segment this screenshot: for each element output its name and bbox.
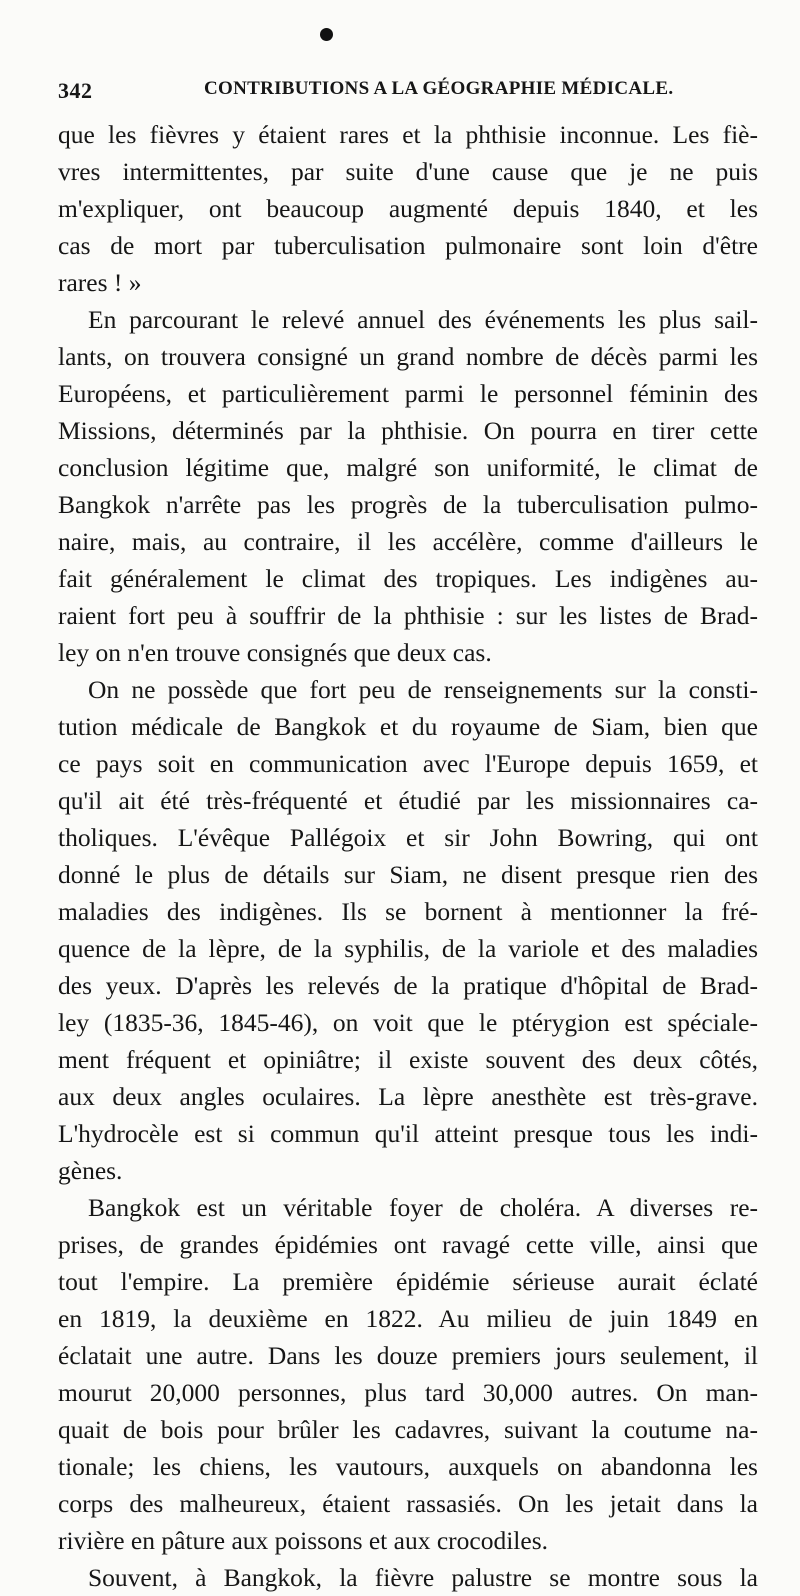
text-line: rares ! » (58, 268, 142, 297)
page-number: 342 (58, 78, 93, 103)
text-line: Européens, et particulièrement parmi le personnel féminin des (58, 379, 758, 408)
text-line: ley on n'en trouve consignés que deux cas. (58, 638, 492, 667)
text-line: ment fréquent et opiniâtre; il existe souvent des deux côtés, (58, 1045, 758, 1074)
text-line: que les fièvres y étaient rares et la phthisie inconnue. Les fiè- (58, 120, 758, 149)
text-line: fait généralement le climat des tropiques. Les indigènes au- (58, 564, 758, 593)
text-line: On ne possède que fort peu de renseignements sur la consti- (88, 675, 758, 704)
text-line: quence de la lèpre, de la syphilis, de la variole et des maladies (58, 934, 758, 963)
text-line: tout l'empire. La première épidémie sérieuse aurait éclaté (58, 1267, 758, 1296)
text-line: raient fort peu à souffrir de la phthisie : sur les listes de Brad- (58, 601, 758, 630)
text-line: quait de bois pour brûler les cadavres, suivant la coutume na- (58, 1415, 758, 1444)
text-line: tution médicale de Bangkok et du royaume de Siam, bien que (58, 712, 758, 741)
ink-dot (320, 28, 333, 41)
text-line: donné le plus de détails sur Siam, ne disent presque rien des (58, 860, 758, 889)
text-line: des yeux. D'après les relevés de la pratique d'hôpital de Brad- (58, 971, 758, 1000)
text-line: tionale; les chiens, les vautours, auxquels on abandonna les (58, 1452, 758, 1481)
text-line: gènes. (58, 1156, 123, 1185)
text-line: conclusion légitime que, malgré son uniformité, le climat de (58, 453, 758, 482)
text-line: éclatait une autre. Dans les douze premiers jours seulement, il (58, 1341, 758, 1370)
text-line: naire, mais, au contraire, il les accélère, comme d'ailleurs le (58, 527, 758, 556)
text-line: L'hydrocèle est si commun qu'il atteint presque tous les indi- (58, 1119, 758, 1148)
text-line: cas de mort par tuberculisation pulmonaire sont loin d'être (58, 231, 758, 260)
text-line: Bangkok n'arrête pas les progrès de la tuberculisation pulmo- (58, 490, 758, 519)
text-line: rivière en pâture aux poissons et aux crocodiles. (58, 1526, 549, 1555)
text-line: en 1819, la deuxième en 1822. Au milieu de juin 1849 en (58, 1304, 758, 1333)
text-line: ce pays soit en communication avec l'Europe depuis 1659, et (58, 749, 758, 778)
text-line: maladies des indigènes. Ils se bornent à mentionner la fré- (58, 897, 758, 926)
text-line: qu'il ait été très-fréquenté et étudié par les missionnaires ca- (58, 786, 758, 815)
text-line: En parcourant le relevé annuel des événements les plus sail- (88, 305, 758, 334)
page-header (58, 78, 758, 108)
running-title: CONTRIBUTIONS A LA GÉOGRAPHIE MÉDICALE. (204, 78, 674, 99)
text-line: lants, on trouvera consigné un grand nombre de décès parmi les (58, 342, 758, 371)
body-text (58, 116, 758, 1596)
text-line: corps des malheureux, étaient rassasiés. On les jetait dans la (58, 1489, 758, 1518)
text-line: ley (1835-36, 1845-46), on voit que le ptérygion est spéciale- (58, 1008, 758, 1037)
text-line: tholiques. L'évêque Pallégoix et sir John Bowring, qui ont (58, 823, 758, 852)
text-line: prises, de grandes épidémies ont ravagé cette ville, ainsi que (58, 1230, 758, 1259)
text-line: Bangkok est un véritable foyer de choléra. A diverses re- (88, 1193, 758, 1222)
text-line: Missions, déterminés par la phthisie. On pourra en tirer cette (58, 416, 758, 445)
text-line: m'expliquer, ont beaucoup augmenté depuis 1840, et les (58, 194, 758, 223)
text-line: Souvent, à Bangkok, la fièvre palustre se montre sous la (88, 1563, 758, 1592)
text-line: mourut 20,000 personnes, plus tard 30,000 autres. On man- (58, 1378, 758, 1407)
text-line: aux deux angles oculaires. La lèpre anesthète est très-grave. (58, 1082, 758, 1111)
text-line: vres intermittentes, par suite d'une cause que je ne puis (58, 157, 758, 186)
